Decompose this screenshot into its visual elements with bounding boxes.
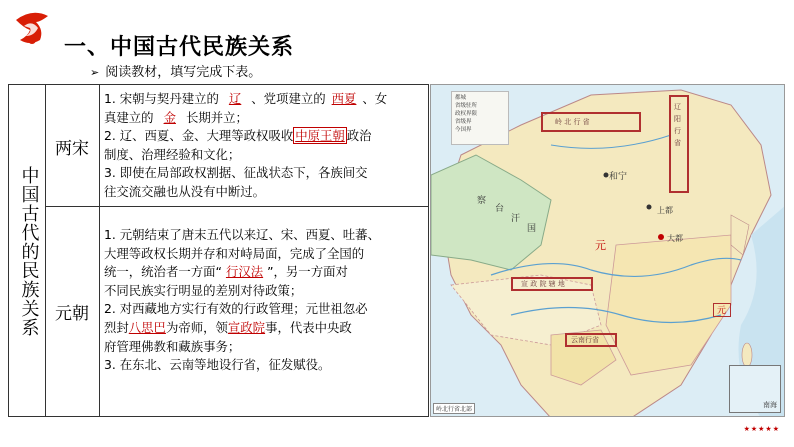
label-chagatai-3: 汗 [511,214,521,224]
yuan-dynasty-map [430,84,785,417]
dynasty-song: 两宋 [55,138,89,159]
yuan-line-8: 3. 在东北、云南等地设行省，征发赋役。 [104,357,331,373]
text: 、党项建立的 [251,91,326,106]
yuan-content [104,226,429,375]
label-liaoyang: 辽 阳 行 省 [674,103,681,147]
yuan-line-4: 不同民族实行明显的差别对待政策； [104,282,303,298]
text: 政治 [346,128,372,144]
south-sea-inset [729,365,781,413]
label-lingbei-inset: 岭北行省北部 [433,403,475,414]
text: 烈封 [104,319,129,335]
song-content [104,90,429,202]
party-emblem-icon [10,6,54,50]
label-yuan-center: 元 [595,239,606,252]
yuan-line-6 [104,319,429,338]
category-header [12,86,45,416]
label-hening: 和宁 [609,172,628,182]
yuan-line-3 [104,263,429,282]
text: ”，另一方面对 [267,264,348,280]
legend-item: 省级界 [455,119,472,125]
dynasty-yuan: 元朝 [55,303,89,324]
arrow-bullet-icon: ➢ [90,66,100,79]
label-nanhai: 南海 [763,401,777,409]
text: 长期并立； [185,109,248,125]
label-chagatai-2: 台 [495,204,505,214]
text: 、女 [362,91,388,106]
label-chagatai-1: 察 [477,196,487,206]
song-line-1 [104,90,429,109]
text: 事，代表中央政 [265,319,352,335]
label-chagatai-4: 国 [527,224,537,234]
page-title: 一、中国古代民族关系 [64,35,295,60]
legend-item: 都城 [455,95,467,101]
map-legend [451,91,509,145]
text: 真建立的 [104,109,154,125]
legend-item: 今国界 [455,127,472,133]
answer-xinghanfa: 行汉法 [225,264,264,280]
yuan-line-7: 府管理佛教和藏族事务； [104,338,241,354]
yuan-line-2: 大理等政权长期并存和对峙局面，完成了全国的 [104,245,365,261]
song-line-2 [104,109,429,128]
instruction [90,61,261,80]
logo [10,6,54,50]
label-shangdu: 上都 [657,206,673,215]
text: 统一，统治者一方面“ [104,264,222,280]
text: 1. 宋朝与契丹建立的 [104,91,219,106]
answer-basiba: 八思巴 [128,319,166,335]
yuan-line-1: 1. 元朝结束了唐末五代以来辽、宋、西夏、吐蕃、 [104,227,380,242]
label-yunnan: 云南行省 [571,336,599,344]
legend-item: 省级驻所 [455,103,478,109]
text: 2. 辽、西夏、金、大理等政权吸收 [104,128,294,144]
song-line-4: 制度、治理经验和文化； [104,146,241,162]
song-line-6: 往交流交融也从没有中断过。 [104,183,266,199]
answer-xixia: 西夏 [331,91,357,106]
label-yuan-east: 元 [717,306,727,316]
label-xuanzheng: 宣 政 院 辖 地 [521,280,565,288]
answer-jin: 金 [163,109,176,125]
instruction-text: 阅读教材，填写完成下表。 [105,65,262,80]
legend-item: 政权界限 [455,111,478,117]
decorative-stars: ★★★★★ [743,425,780,433]
category-text: 中国古代的民族关系 [18,165,40,337]
answer-liao: 辽 [228,91,242,106]
answer-zhongyuan: 中原王朝 [295,128,345,144]
yuan-line-5: 2. 对西藏地方实行有效的行政管理；元世祖忽必 [104,301,368,317]
text: 为帝师，领 [165,319,228,335]
song-line-5: 3. 即使在局部政权割据、征战状态下，各族间交 [104,165,368,181]
dadu-marker [658,234,664,240]
label-lingbei: 岭 北 行 省 [555,118,590,126]
song-line-3 [104,127,429,146]
answer-xuanzhengyuan: 宣政院 [227,319,266,335]
label-dadu: 大都 [667,234,683,243]
